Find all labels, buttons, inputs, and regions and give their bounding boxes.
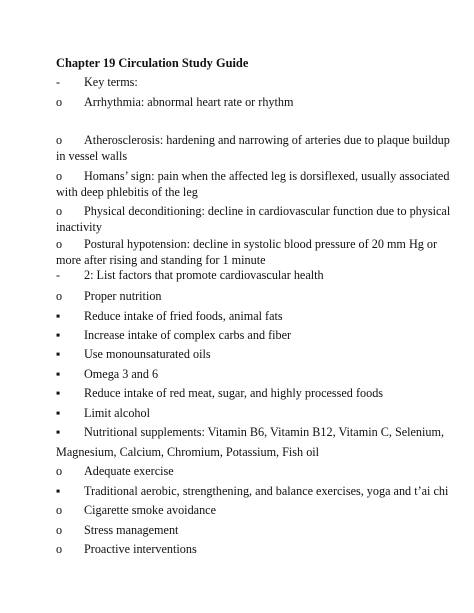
list-item <box>56 132 450 149</box>
list-item-text: Cigarette smoke avoidance <box>84 503 216 517</box>
list-item-text: Homans’ sign: pain when the affected leg is dorsiflexed, usually associated <box>84 169 450 183</box>
list-item-text: Limit alcohol <box>84 406 151 420</box>
list-item <box>56 203 450 220</box>
page-title: Chapter 19 Circulation Study Guide <box>56 56 249 70</box>
list-item-text: Increase intake of complex carbs and fiber <box>84 328 292 342</box>
square-bullet: ▪ <box>56 328 61 342</box>
list-item <box>56 168 449 185</box>
circle-bullet: o <box>56 133 63 147</box>
square-bullet: ▪ <box>56 406 61 420</box>
circle-bullet: o <box>56 289 63 303</box>
list-item-text: Proactive interventions <box>84 542 197 556</box>
list-item <box>56 308 283 325</box>
list-item-text: Reduce intake of red meat, sugar, and highly processed foods <box>84 386 384 400</box>
square-bullet: ▪ <box>56 386 61 400</box>
list-item-text: 2: List factors that promote cardiovascular health <box>84 268 324 282</box>
dash-bullet: - <box>56 75 61 89</box>
list-item <box>56 405 150 422</box>
circle-bullet: o <box>56 95 63 109</box>
circle-bullet: o <box>56 169 63 183</box>
circle-bullet: o <box>56 204 63 218</box>
list-item-continuation: more after rising and standing for 1 minute <box>56 253 266 267</box>
list-item-text: Proper nutrition <box>84 289 162 303</box>
list-item-text: Omega 3 and 6 <box>84 367 159 381</box>
circle-bullet: o <box>56 464 63 478</box>
list-item-text: Nutritional supplements: Vitamin B6, Vitamin B12, Vitamin C, Selenium, <box>84 425 445 439</box>
square-bullet: ▪ <box>56 367 61 381</box>
list-item <box>56 236 437 253</box>
list-item <box>56 522 178 539</box>
list-item <box>56 541 197 558</box>
list-item-text: Arrhythmia: abnormal heart rate or rhythm <box>84 95 294 109</box>
list-item <box>56 74 138 91</box>
square-bullet: ▪ <box>56 484 61 498</box>
list-item <box>56 366 158 383</box>
list-item <box>56 288 162 305</box>
square-bullet: ▪ <box>56 309 61 323</box>
list-item-text: Postural hypotension: decline in systolic blood pressure of 20 mm Hg or <box>84 237 438 251</box>
list-item-continuation: inactivity <box>56 220 103 234</box>
list-item-text: Physical deconditioning: decline in cardiovascular function due to physical <box>84 204 451 218</box>
circle-bullet: o <box>56 523 63 537</box>
list-item-text: Atherosclerosis: hardening and narrowing of arteries due to plaque buildup <box>84 133 450 147</box>
circle-bullet: o <box>56 542 63 556</box>
list-item <box>56 346 211 363</box>
list-item-continuation: Magnesium, Calcium, Chromium, Potassium, Fish oil <box>56 445 320 459</box>
list-item <box>56 385 383 402</box>
square-bullet: ▪ <box>56 425 61 439</box>
list-item-text: Reduce intake of fried foods, animal fats <box>84 309 283 323</box>
list-item <box>56 94 294 111</box>
circle-bullet: o <box>56 503 63 517</box>
list-item-text: Use monounsaturated oils <box>84 347 211 361</box>
list-item-continuation: in vessel walls <box>56 149 128 163</box>
list-item-text: Stress management <box>84 523 179 537</box>
dash-bullet: - <box>56 268 61 282</box>
list-item-text: Traditional aerobic, strengthening, and balance exercises, yoga and t’ai chi <box>84 484 449 498</box>
list-item-continuation: with deep phlebitis of the leg <box>56 185 198 199</box>
list-item-text: Key terms: <box>84 75 138 89</box>
list-item <box>56 502 216 519</box>
list-item <box>56 424 444 441</box>
list-item <box>56 267 324 284</box>
circle-bullet: o <box>56 237 63 251</box>
list-item <box>56 463 174 480</box>
list-item <box>56 327 291 344</box>
list-item-text: Adequate exercise <box>84 464 174 478</box>
square-bullet: ▪ <box>56 347 61 361</box>
list-item <box>56 483 448 500</box>
